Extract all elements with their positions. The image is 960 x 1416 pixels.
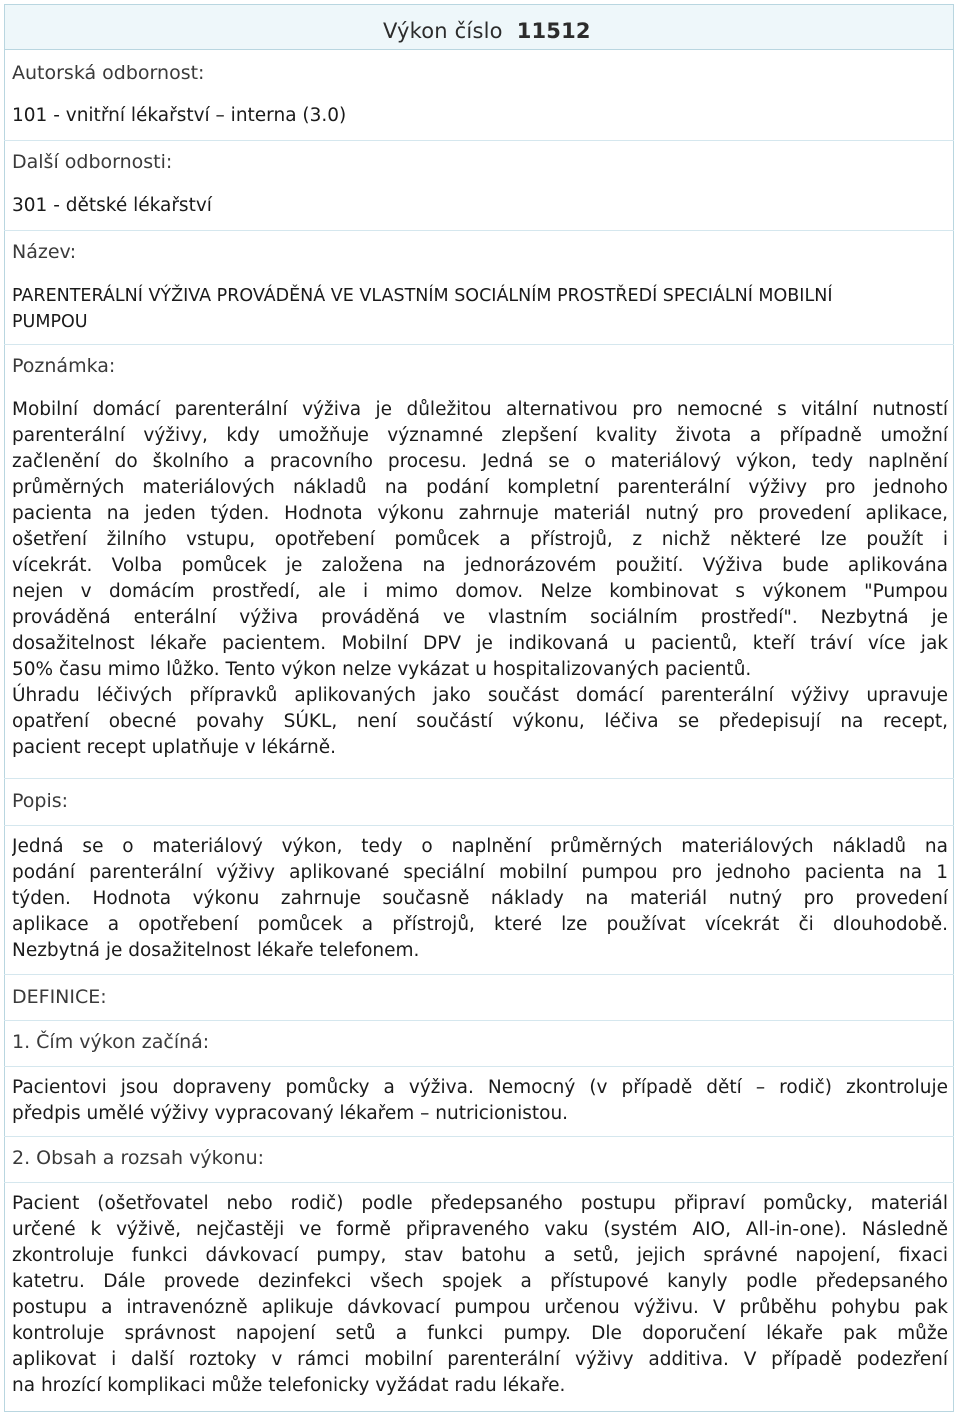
obsah-line: katetru. Dále provede dezinfekci všech spojek a přístupové kanyly podle předepsaného — [12, 1271, 948, 1292]
obsah-label: 2. Obsah a rozsah výkonu: — [12, 1147, 265, 1169]
nazev-line: PUMPOU — [12, 312, 88, 332]
poznamka-line: průměrných materiálových nákladů na podání kompletní parenterální výživy pro jednoho — [12, 477, 948, 498]
autorska-label: Autorská odbornost: — [12, 62, 205, 84]
poznamka-line: nejen v domácím prostředí, ale i mimo domov. Nelze kombinovat s výkonem "Pumpou — [12, 581, 948, 602]
dalsi-value: 301 - dětské lékařství — [12, 195, 212, 216]
popis-text — [12, 834, 948, 964]
separator — [4, 344, 954, 345]
poznamka-line: 50% času mimo lůžko. Tento výkon nelze vykázat u hospitalizovaných pacientů. — [12, 659, 752, 680]
obsah-line: Pacient (ošetřovatel nebo rodič) podle předepsaného postupu připraví pomůcky, materiál — [12, 1193, 948, 1214]
poznamka-line: pacient recept uplatňuje v lékárně. — [12, 737, 337, 758]
popis-line: Jedná se o materiálový výkon, tedy o naplnění průměrných materiálových nákladů na — [12, 836, 948, 857]
zacina-label: 1. Čím výkon začíná: — [12, 1031, 210, 1053]
separator — [4, 1066, 954, 1067]
separator — [4, 825, 954, 826]
obsah-line: na hrozící komplikaci může telefonicky vyžádat radu lékaře. — [12, 1375, 566, 1396]
definice-label: DEFINICE: — [12, 986, 107, 1008]
poznamka-line: začlenění do školního a pracovního procesu. Jedná se o materiálový výkon, tedy naplnění — [12, 451, 948, 472]
nazev-label: Název: — [12, 241, 77, 263]
poznamka-label: Poznámka: — [12, 355, 116, 377]
poznamka-text — [12, 397, 948, 761]
poznamka-line: vícekrát. Volba pomůcek je založena na jednorázovém použití. Výživa bude aplikována — [12, 555, 948, 576]
procedure-title-label: Výkon číslo — [383, 19, 503, 43]
separator — [4, 974, 954, 975]
popis-line: Nezbytná je dosažitelnost lékaře telefonem. — [12, 940, 420, 961]
obsah-line: postupu a intravenózně aplikuje dávkovací pumpou určenou výživu. V průběhu pohybu pak — [12, 1297, 948, 1318]
zacina-text — [12, 1075, 948, 1127]
poznamka-line: prováděná enterální výživa prováděná ve vlastním sociálním prostředí". Nezbytná je — [12, 607, 948, 628]
separator — [4, 1182, 954, 1183]
poznamka-line: opatření obecné povahy SÚKL, není součástí výkonu, léčiva se předepisují na recept, — [12, 711, 948, 732]
nazev-value — [12, 283, 948, 335]
separator — [4, 140, 954, 141]
obsah-line: určené k výživě, nejčastěji ve formě připraveného vaku (systém AIO, All-in-one). Následně — [12, 1219, 948, 1240]
separator — [4, 1136, 954, 1137]
procedure-number: 11512 — [516, 19, 591, 43]
obsah-text — [12, 1191, 948, 1399]
poznamka-line: pacienta na jeden týden. Hodnota výkonu zahrnuje materiál nutný pro provedení aplikace, — [12, 503, 948, 524]
separator — [4, 230, 954, 231]
dalsi-label: Další odbornosti: — [12, 151, 173, 173]
header-bar — [4, 4, 954, 50]
separator — [4, 1020, 954, 1021]
poznamka-line: parenterální výživy, kdy umožňuje významné zlepšení kvality života a případně umožní — [12, 425, 948, 446]
autorska-value: 101 - vnitřní lékařství – interna (3.0) — [12, 105, 347, 126]
popis-label: Popis: — [12, 790, 69, 812]
popis-line: aplikace a opotřebení pomůcek a přístrojů, které lze používat vícekrát či dlouhodobě. — [12, 914, 948, 935]
poznamka-line: dosažitelnost lékaře pacientem. Mobilní DPV je indikovaná u pacientů, kteří tráví více jak — [12, 633, 948, 654]
procedure-title — [383, 19, 591, 43]
poznamka-line: Úhradu léčivých přípravků aplikovaných jako součást domácí parenterální výživy upravuje — [12, 685, 948, 706]
poznamka-line: ošetření žilního vstupu, opotřebení pomůcek a přístrojů, z nichž některé lze použít i — [12, 529, 948, 550]
nazev-line: PARENTERÁLNÍ VÝŽIVA PROVÁDĚNÁ VE VLASTNÍM SOCIÁLNÍM PROSTŘEDÍ SPECIÁLNÍ MOBILNÍ — [12, 286, 833, 306]
obsah-line: zkontroluje funkci dávkovací pumpy, stav batohu a setů, jejich správné napojení, fixaci — [12, 1245, 948, 1266]
zacina-line: Pacientovi jsou dopraveny pomůcky a výživa. Nemocný (v případě dětí – rodič) zkontroluje — [12, 1077, 948, 1098]
separator — [4, 778, 954, 779]
popis-line: podání parenterální výživy aplikované speciální mobilní pumpou pro jednoho pacienta na 1 — [12, 862, 948, 883]
poznamka-line: Mobilní domácí parenterální výživa je důležitou alternativou pro nemocné s vitální nutností — [12, 399, 948, 420]
zacina-line: předpis umělé výživy vypracovaný lékařem – nutricionistou. — [12, 1103, 569, 1124]
popis-line: týden. Hodnota výkonu zahrnuje současně náklady na materiál nutný pro provedení — [12, 888, 948, 909]
obsah-line: kontroluje správnost napojení setů a funkci pumpy. Dle doporučení lékaře pak může — [12, 1323, 948, 1344]
obsah-line: aplikovat i další roztoky v rámci mobilní parenterální výživy additiva. V případě podezření — [12, 1349, 948, 1370]
